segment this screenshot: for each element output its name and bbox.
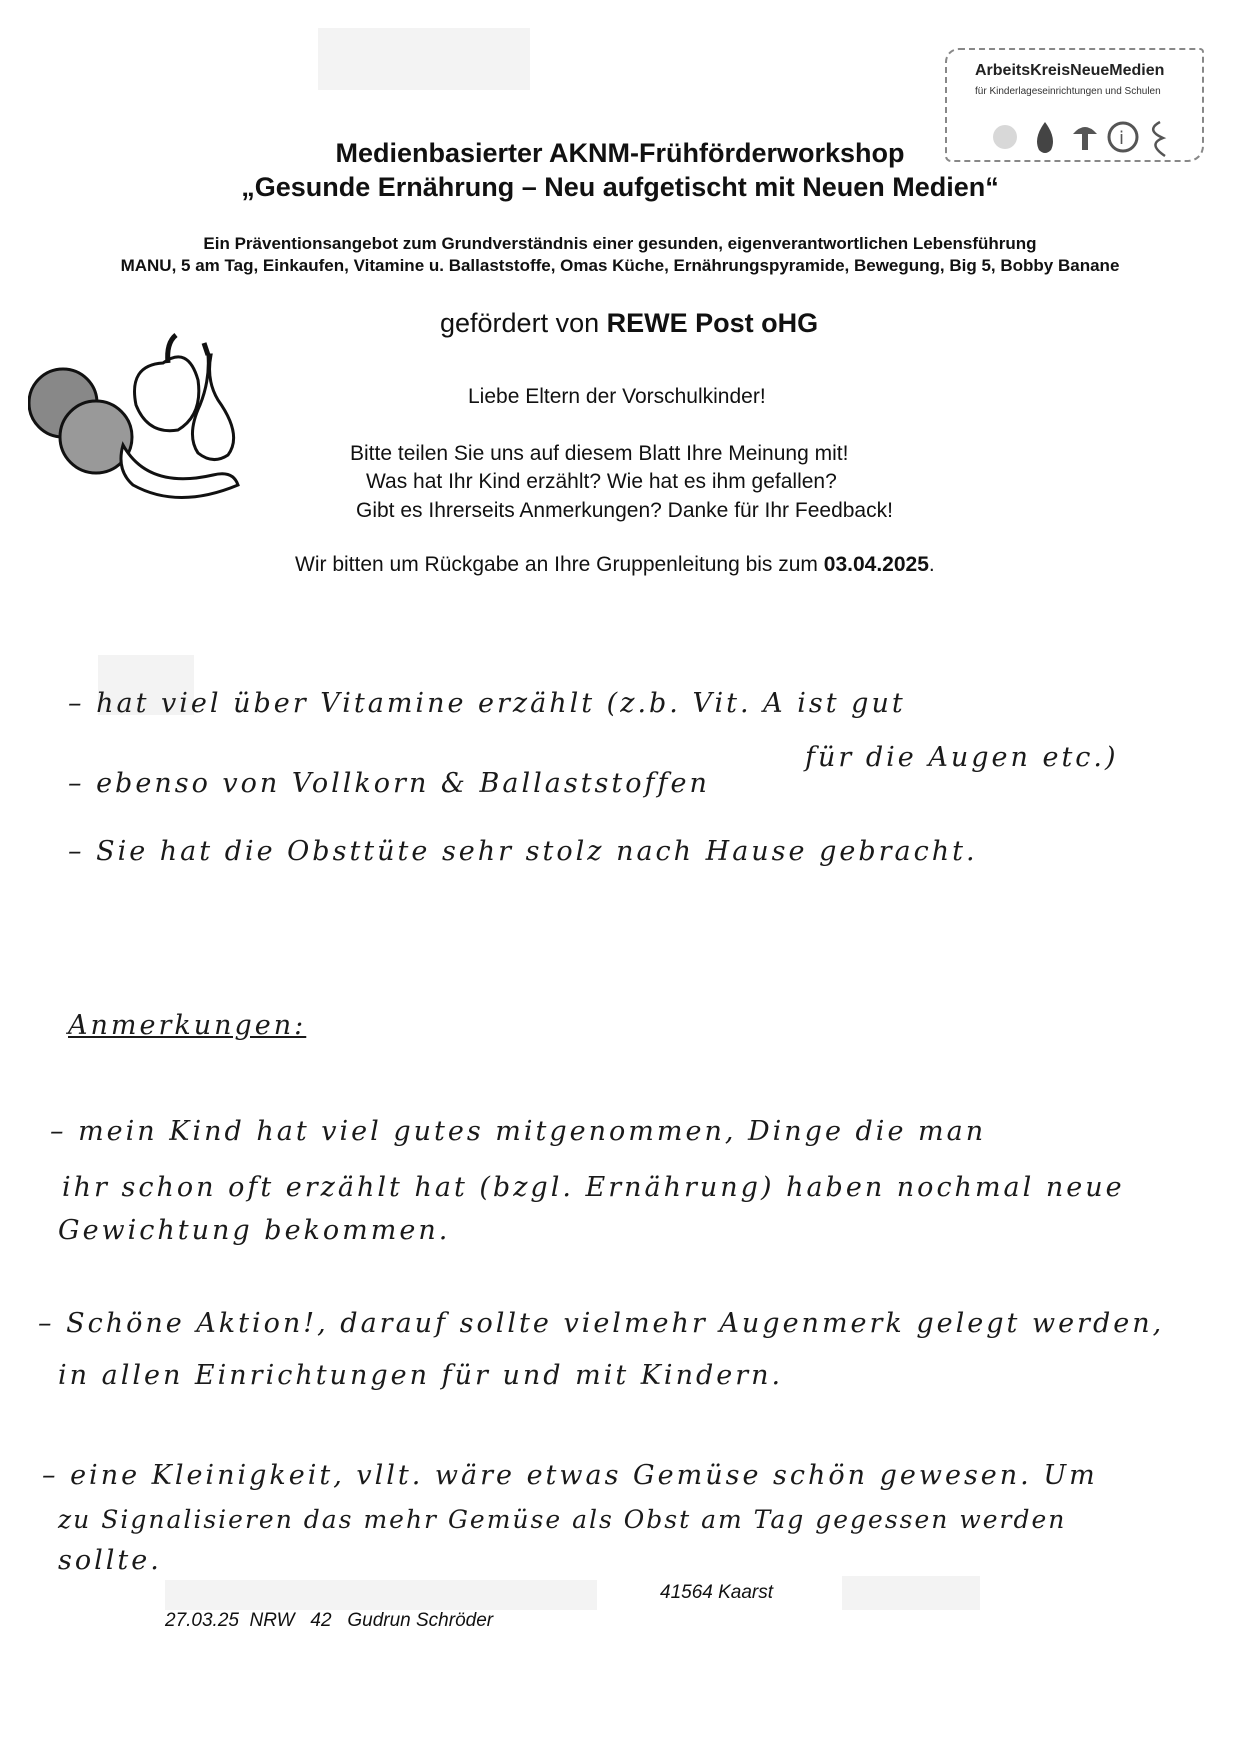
request-line2: Was hat Ihr Kind erzählt? Wie hat es ihm gefallen? (366, 470, 837, 493)
redacted-contact (842, 1576, 980, 1610)
feedback-line3: – Sie hat die Obsttüte sehr stolz nach Hause gebracht. (68, 836, 978, 867)
return-prefix: Wir bitten um Rückgabe an Ihre Gruppenleitung bis zum (295, 553, 824, 576)
greeting: Liebe Eltern der Vorschulkinder! (468, 385, 766, 408)
redacted-address (165, 1580, 597, 1610)
sponsor-prefix: gefördert von (440, 308, 607, 338)
remark1-line3: Gewichtung bekommen. (58, 1215, 451, 1246)
remark3-line3: sollte. (58, 1545, 162, 1576)
stamp-title: ArbeitsKreisNeueMedien (975, 62, 1165, 79)
redacted-area-top (318, 28, 530, 90)
document-subtitle-line1: Ein Präventionsangebot zum Grundverständnis einer gesunden, eigenverantwortlichen Lebensführung (203, 234, 1037, 253)
return-date: 03.04.2025 (823, 553, 929, 576)
remark3-line2: zu Signalisieren das mehr Gemüse als Obst am Tag gegessen werden (58, 1505, 1067, 1534)
footer-city: 41564 Kaarst (660, 1582, 774, 1603)
sponsor-line (440, 308, 818, 339)
return-suffix: . (928, 553, 935, 576)
request-line1: Bitte teilen Sie uns auf diesem Blatt Ihre Meinung mit! (350, 442, 849, 465)
fruit-illustration (28, 325, 248, 520)
feedback-line1b: für die Augen etc.) (805, 742, 1119, 773)
mushroom-icon (1073, 127, 1097, 134)
document-subtitle-line2: MANU, 5 am Tag, Einkaufen, Vitamine u. Ballaststoffe, Omas Küche, Ernährungspyramide, Bewegung, Big 5, Bobby Banane (120, 256, 1120, 275)
remark1-line1: – mein Kind hat viel gutes mitgenommen, Dinge die man (50, 1116, 987, 1147)
footer-meta: 27.03.25 NRW 42 Gudrun Schröder (165, 1610, 494, 1631)
return-note (295, 553, 935, 577)
remark3-line1: – eine Kleinigkeit, vllt. wäre etwas Gemüse schön gewesen. Um (42, 1460, 1098, 1491)
remark2-line1: – Schöne Aktion!, darauf sollte vielmehr Augenmerk gelegt werden, (38, 1308, 1165, 1339)
request-line3: Gibt es Ihrerseits Anmerkungen? Danke für Ihr Feedback! (356, 499, 893, 522)
document-title-line1: Medienbasierter AKNM-Frühförderworkshop (335, 138, 905, 168)
pear-icon (192, 355, 233, 460)
remark1-line2: ihr schon oft erzählt hat (bzgl. Ernährung) haben nochmal neue (62, 1172, 1125, 1203)
feedback-line2: – ebenso von Vollkorn & Ballaststoffen (68, 768, 710, 799)
remarks-heading: Anmerkungen: (68, 1010, 307, 1041)
feedback-line1: – hat viel über Vitamine erzählt (z.b. Vit. A ist gut (68, 688, 906, 719)
sponsor-name: REWE Post oHG (606, 308, 819, 338)
stamp-subtitle: für Kinderlageseinrichtungen und Schulen (975, 86, 1161, 97)
remark2-line2: in allen Einrichtungen für und mit Kindern. (58, 1360, 784, 1391)
document-title-line2: „Gesunde Ernährung – Neu aufgetischt mit Neuen Medien“ (241, 172, 999, 202)
apple-icon (135, 357, 199, 431)
svg-text:i: i (1119, 128, 1125, 149)
